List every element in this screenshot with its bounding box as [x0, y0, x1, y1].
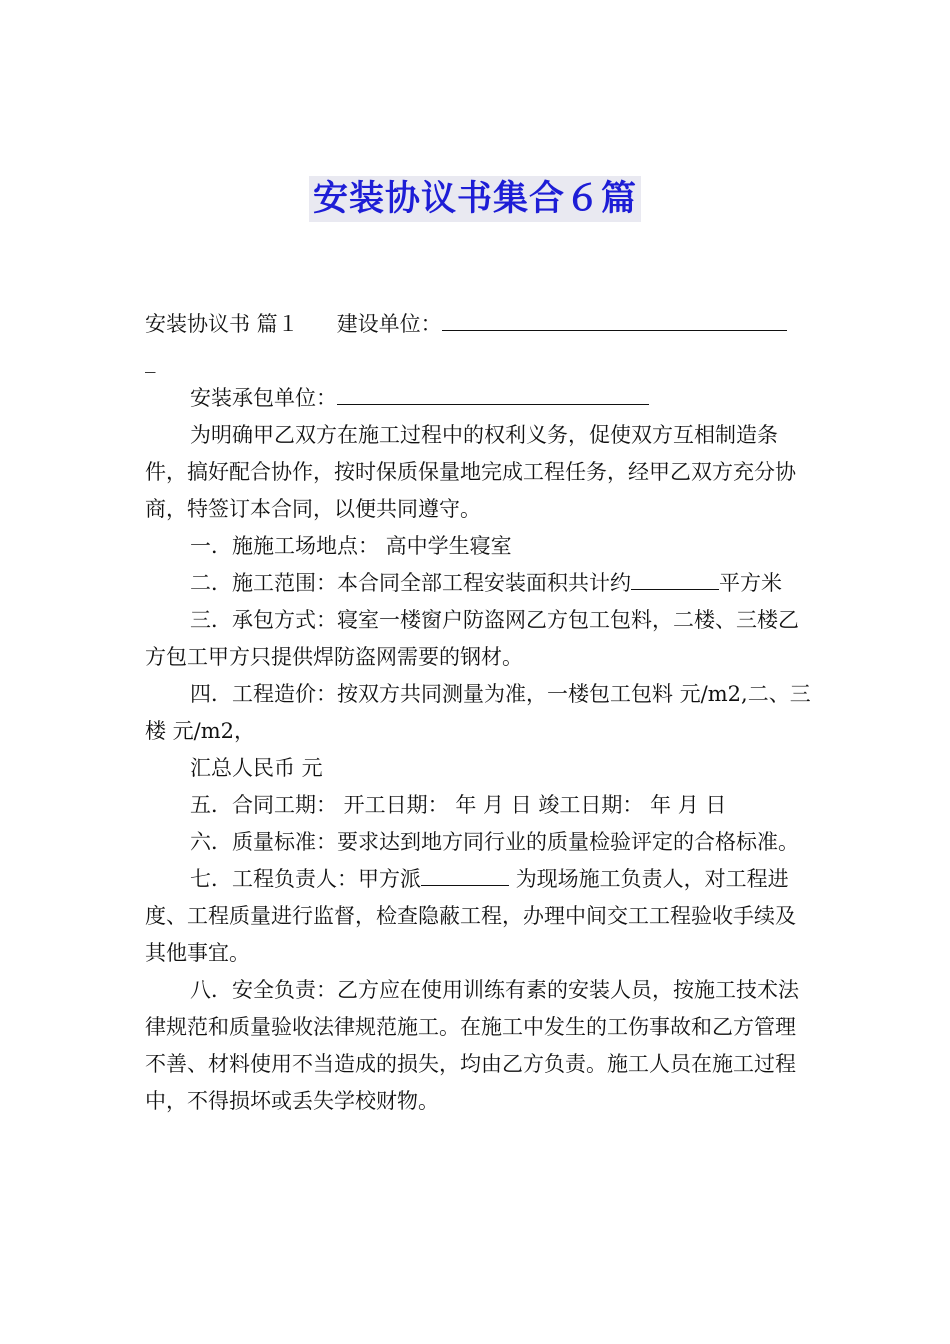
intro-trail: _	[145, 349, 156, 373]
purpose-paragraph: 为明确甲乙双方在施工过程中的权利义务，促使双方互相制造条件，搞好配合协作，按时保质保量地完成工程任务，经甲乙双方充分协商，特签订本合同，以便共同遵守。	[145, 423, 796, 521]
construction-unit-blank	[442, 308, 787, 331]
contractor-label: 安装承包单位：	[190, 386, 337, 410]
clause-3: 三．承包方式：寝室一楼窗户防盗网乙方包工包料，二楼、三楼乙方包工甲方只提供焊防盗网需要的钢材。	[145, 608, 799, 669]
document-body	[145, 306, 815, 1120]
title-container	[0, 176, 950, 222]
clause-2-text: 二．施工范围：本合同全部工程安装面积共计约	[190, 571, 631, 595]
construction-unit-label: 建设单位：	[336, 312, 442, 336]
document-title: 安装协议书集合６篇	[309, 176, 641, 222]
intro-line	[145, 306, 815, 343]
clause-7	[145, 861, 815, 972]
contractor-line	[145, 380, 815, 417]
clause-7-text: 七．工程负责人：甲方派	[190, 867, 421, 891]
section-label: 安装协议书 篇１	[145, 312, 299, 336]
area-blank	[631, 567, 719, 590]
clause-7-rest: 为现场施工负责人，对工程进度、工程质量进行监督，检查隐蔽工程，办理中间交工工程验收手续及其他事宜。	[145, 867, 796, 965]
clause-6: 六．质量标准：要求达到地方同行业的质量检验评定的合格标准。	[190, 830, 799, 854]
clause-2-unit: 平方米	[719, 571, 782, 595]
clause-4: 四．工程造价：按双方共同测量为准，一楼包工包料 元/m2,二、三楼 元/m2，	[145, 682, 811, 743]
clause-4-total: 汇总人民币 元	[190, 756, 323, 780]
clause-1: 一．施施工场地点： 高中学生寝室	[190, 534, 512, 558]
clause-2	[145, 565, 815, 602]
contractor-blank	[337, 382, 649, 405]
person-blank	[421, 863, 509, 886]
clause-8: 八．安全负责：乙方应在使用训练有素的安装人员，按施工技术法律规范和质量验收法律规范施工。在施工中发生的工伤事故和乙方管理不善、材料使用不当造成的损失，均由乙方负责。施工人员在施工过程中，不得损坏或丢失学校财物。	[145, 978, 799, 1113]
clause-5: 五．合同工期： 开工日期： 年 月 日 竣工日期： 年 月 日	[190, 793, 727, 817]
